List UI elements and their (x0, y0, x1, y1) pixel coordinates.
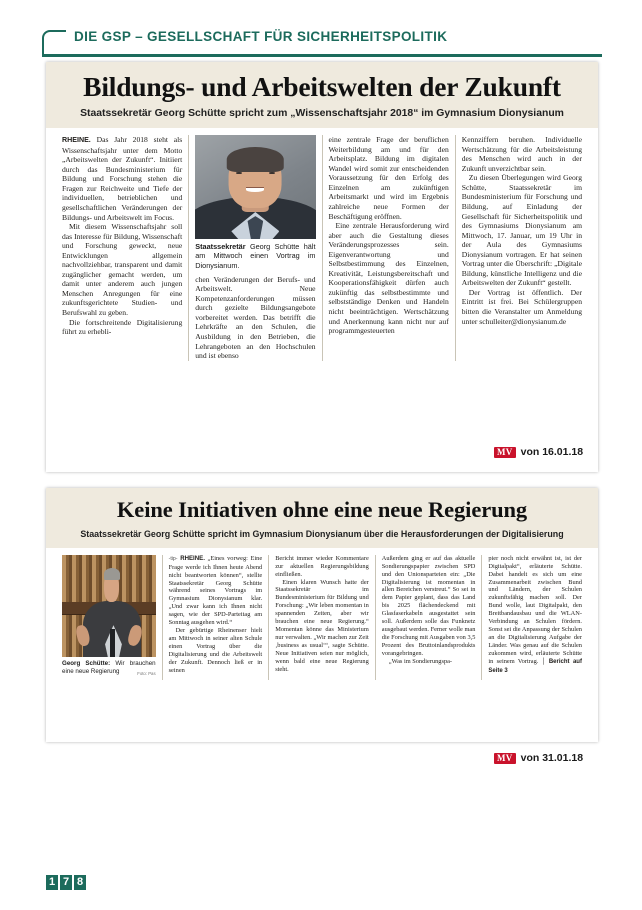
article2-related-report-link[interactable]: Bericht auf Seite 3 (488, 658, 582, 674)
article2-body (46, 548, 598, 689)
article1-col2-p1: chen Veränderungen der Berufs- und Arbeitswelt. Neue Kompetenzanforderungen müssen durch gezielte Bildungsangebote vorbereitet werden. Das betrifft die Lehrkräfte an den Schulen, die Ausbildung in den Betrieben, die Lehrangeboten an den Hochschulen und ist ebenso (195, 274, 316, 361)
page-number-1[interactable]: 1 (46, 875, 58, 890)
article2-col2-p1: „Eines vorweg: Eine Frage werde ich Ihnen heute Abend nicht beantworten können“, stellte Staatssekretär Georg Schütte während seines Vortrags im Gymnasium Dionysianum klar. „Und zwar kann ich Ihnen nicht sagen, wie der SPD-Parteitag am Sonntag ausgehen wird.“ (168, 554, 263, 627)
page-number-8[interactable]: 8 (74, 875, 86, 890)
article1-body (46, 128, 598, 369)
article2-caption-rest: Wir brauchen eine neue Regierung (62, 659, 156, 675)
article1-column-4 (455, 135, 588, 361)
article2-source-date: von 31.01.18 (520, 752, 584, 764)
article1-col4-p2: Zu diesen Überlegungen wird Georg Schütte, Staatssekretär im Bundesministerium für Forschung und Bildung, auf Einladung der Gesellschaft für Sicherheitspolitik und des Gymnasiums Dionysianum am Mittwoch, 17. Januar, um 19 Uhr in der Aula des Gymnasiums Dionysianum vortragen. Er hat seinen Vortrag unter die Überschrift: „Digitale Bildung, künstliche Intelligenz und die Arbeitswelten der Zukunft“ gestellt. (461, 173, 582, 288)
article1-caption-rest: Georg Schütte hält am Mittwoch einen Vortrag im Dionysianum. (195, 242, 316, 270)
article1-col1-p2: Mit diesem Wissenschaftsjahr soll das Interesse für Bildung, Wissenschaft und Forschung geweckt, neue Entwicklungen allgemein nachvollziehbar, transparent und damit zugänglicher gemacht werden, um damit unter anderem auch jungen Menschen Anregungen für eine zukunftsgerichtete Studien- und Berufswahl zu geben. (62, 222, 183, 317)
article1-paragraph (62, 135, 182, 222)
header-corner-bracket (42, 30, 66, 56)
mv-logo-icon: MV (494, 447, 516, 458)
article2-headline: Keine Initiativen ohne eine neue Regierung (116, 497, 528, 522)
article2-column-2 (162, 555, 269, 681)
article1-column-3 (322, 135, 455, 361)
article2-columns (56, 555, 588, 681)
page-header-band (42, 28, 602, 58)
article1-source-badge (494, 446, 583, 458)
article1-column-1 (56, 135, 188, 361)
article1-col1-p3: Die fortschreitende Digitalisierung führt zu erhebli- (62, 317, 183, 337)
article1-subheadline: Staatssekretär Georg Schütte spricht zum „Wissenschaftsjahr 2018“ im Gymnasium Dionysianum (80, 108, 564, 120)
photo-georg-schuette-speaking (62, 555, 156, 657)
article2-headline-box (46, 488, 598, 548)
article2-col2-p2: Der gebürtige Rheinenser hielt am Mittwoch in seiner alten Schule einen Vortrag über die Digitalisierung und die Arbeitswelt der Zukunft. Dennoch ließ er in seinen (168, 627, 263, 674)
article2-source-badge (494, 752, 583, 764)
article2-col4-p2: „Was im Sondierungspa- (388, 657, 453, 665)
article2-caption-lead: Georg Schütte: (62, 659, 111, 667)
article1-col3-p2: Eine zentrale Herausforderung wird aber auch die Gestaltung dieses Veränderungsprozesses sein. Eigenverantwortung und Selbstbestimmung des Einzelnen, Kreativität, Leistungsbereitschaft und Kooperationsfähigkeit dürfen auch zukünftig das selbstbestimmte und selbstständige Denken und Handeln nicht beeinträchtigen. Wertschätzung und Anerkennung kann nicht nur auf programmgesteuerten (328, 221, 449, 336)
article2-column-4 (375, 555, 482, 681)
article2-dateline-mark: -tip- (168, 555, 178, 562)
article1-caption-lead: Staatssekretär (195, 242, 246, 252)
article1-col3-p1: eine zentrale Frage der beruflichen Weiterbildung am und für den Arbeitsplatz. Bildung im digitalen Wandel wird somit zur entscheidenden Voraussetzung für den Erfolg des Einzelnen am zukünftigen Arbeitsmarkt und wird im Ergebnis zahlreiche neue Formen der Beschäftigung eröffnen. (328, 135, 449, 221)
article-card-bildungs-arbeitswelten[interactable] (46, 62, 598, 472)
article1-headline-box (46, 62, 598, 128)
article2-dateline: RHEINE. (180, 554, 205, 562)
page-number-7[interactable]: 7 (60, 875, 72, 890)
article2-paragraph (169, 555, 263, 627)
article1-col1-p1: Das Jahr 2018 steht als Wissenschaftsjahr unter dem Motto „Arbeitswelten der Zukunft“. Initiiert durch das Bundesministerium für Bildung und Forschung stehen die Fragen zur Reichweite und Tiefe der individuellen, betrieblichen und gesellschaftlichen Veränderungen der Bildungs- und Arbeitswelt im Focus. (62, 135, 183, 222)
article2-col5-p1: pier noch nicht erwähnt ist, ist der Digitalpakt“, erläuterte Schütte. Dabei handelt es sich um eine Zusammenarbeit zwischen Bund und Ländern, der Schulen zukunftsfähig machen soll. Der Bund wolle, laut Digitalpakt, den Breitbandausbau und die WLAN-Verbindung an Schulen fördern. Sonst sei die Anpassung der Schulen an die Digitalisierung Aufgabe der Länder. Was genau auf die Schulen zukommen wird, erläuterte Schütte in seinem Vortrag. │ Bericht auf Seite 3 (488, 554, 582, 674)
article2-column-5 (481, 555, 588, 681)
article2-col5-text: pier noch nicht erwähnt ist, ist der Digitalpakt“, erläuterte Schütte. Dabei handelt es sich um eine Zusammenarbeit zwischen Bund und Ländern, der Schulen zukunftsfähig machen soll. Der Bund wolle, laut Digitalpakt, den Breitbandausbau und die WLAN-Verbindung an Schulen fördern. Sonst sei die Anpassung der Schulen an die Digitalisierung Aufgabe der Länder. Was genau auf die Schulen zukommen wird, erläuterte Schütte in seinem Vortrag. (488, 554, 582, 665)
article2-photo-caption (62, 660, 156, 676)
article1-col4-p1: Kennziffern beruhen. Individuelle Wertschätzung für die Arbeitsleistung des Menschen wird auch in der Zukunft unverzichtbar sein. (461, 135, 582, 173)
article1-dateline: RHEINE. (62, 136, 91, 145)
article2-photo-credit: Foto: Pas (137, 670, 156, 676)
article1-headline: Bildungs- und Arbeitswelten der Zukunft (83, 71, 561, 102)
article2-column-1 (56, 555, 162, 681)
header-divider-rule (42, 54, 602, 57)
page-number-group (46, 875, 86, 890)
mv-logo-icon: MV (494, 753, 516, 764)
article2-col3-p1: Bericht immer wieder Kommentare zur aktuellen Regierungsbildung einfließen. (275, 554, 369, 578)
article1-source-date: von 16.01.18 (520, 446, 584, 458)
photo-georg-schuette-portrait (195, 135, 315, 239)
article1-column-2 (188, 135, 321, 361)
page-title: DIE GSP – GESELLSCHAFT FÜR SICHERHEITSPOLITIK (74, 29, 448, 44)
article2-col3-p2: Einen klaren Wunsch hatte der Staatssekretär im Bundesministerium für Bildung und Forschung: „Wir leben momentan in spannenden Zeiten, aber wir brauchen eine neue Regierung.“ Momentan könne das Ministerium nur verwalten. „Wir machen zur Zeit ‚business as usual‘“, sagte Schütte. Neue Initiativen seien nur möglich, wenn bald eine neue Regierung steht. (275, 578, 369, 673)
article1-columns (56, 135, 588, 361)
article1-photo-caption (195, 242, 315, 270)
article2-column-3 (268, 555, 375, 681)
article2-subheadline: Staatssekretär Georg Schütte spricht im Gymnasium Dionysianum über die Herausforderungen der Digitalisierung (80, 528, 564, 539)
article1-col4-p3: Der Vortrag ist öffentlich. Der Eintritt ist frei. Bei Schülergruppen bitten die Veranstalter um Anmeldung unter schulleiter@dionysianum.de (461, 287, 582, 326)
article-card-keine-initiativen[interactable] (46, 488, 598, 742)
article2-col4-p1: Außerdem ging er auf das aktuelle Sondierungspapier zwischen SPD und den Unionsparteien ein: „Die Digitalisierung ist momentan in allen Bereichen verstreut.“ So sei in dem Papier geplant, dass das Land bis 2025 flächendeckend mit Glasfaserkabeln ausgestattet sein soll. Außerdem solle das Funknetz ausgebaut werden. Ferner wolle man die Forschung mit Ausgaben von 3,5 Prozent des Bruttoinlandsprodukts vorangebringen. (381, 554, 476, 657)
